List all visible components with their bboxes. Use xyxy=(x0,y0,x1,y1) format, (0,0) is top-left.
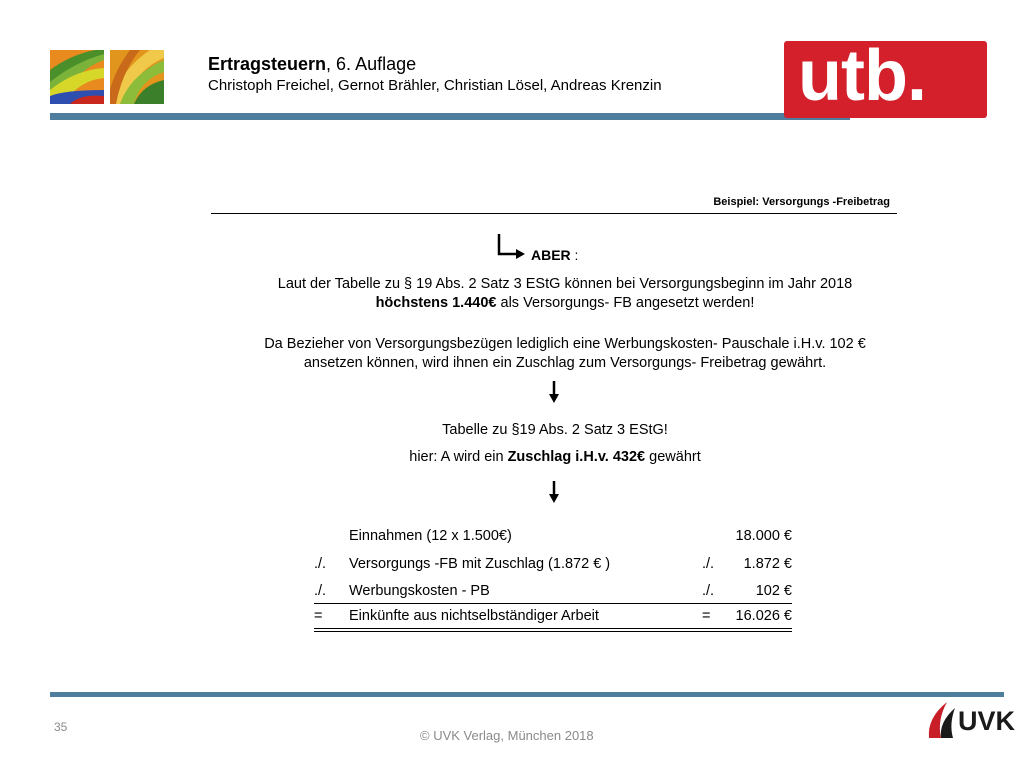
calc-operator: ./. xyxy=(314,556,327,572)
paragraph-line: Laut der Tabelle zu § 19 Abs. 2 Satz 3 EStG können bei Versorgungsbeginn im Jahr 2018 xyxy=(277,276,853,292)
calc-row-werbungskosten xyxy=(314,580,792,604)
calc-row-versorgungs-fb xyxy=(314,553,792,577)
calc-label: Einnahmen (12 x 1.500€) xyxy=(349,528,512,544)
book-title xyxy=(208,54,416,74)
book-title-edition: , 6. Auflage xyxy=(326,54,417,74)
book-title-bold: Ertragsteuern xyxy=(208,54,327,74)
max-amount: höchstens 1.440€ xyxy=(375,295,497,311)
calc-row-einnahmen xyxy=(314,525,792,549)
calc-value: 18.000 € xyxy=(735,528,792,544)
uvk-logo: UVK xyxy=(958,706,1016,736)
table-reference: Tabelle zu §19 Abs. 2 Satz 3 EStG! xyxy=(442,422,668,438)
utb-logo: utb. xyxy=(798,36,926,116)
calc-label: Versorgungs -FB mit Zuschlag (1.872 € ) xyxy=(349,556,611,572)
example-title: Beispiel: Versorgungs -Freibetrag xyxy=(713,196,890,208)
aber-text: ABER xyxy=(531,247,571,263)
calc-label: Werbungskosten - PB xyxy=(349,583,490,599)
book-authors: Christoph Freichel, Gernot Brähler, Christian Lösel, Andreas Krenzin xyxy=(208,77,662,94)
cover-thumbnail-2 xyxy=(110,50,164,104)
corner-arrow-icon xyxy=(494,232,528,260)
calc-value: 102 € xyxy=(755,583,792,599)
zuschlag-prefix: hier: A wird ein xyxy=(409,449,508,465)
paragraph-line: ansetzen können, wird ihnen ein Zuschlag zum Versorgungs- Freibetrag gewährt. xyxy=(303,355,827,371)
uvk-sail-icon xyxy=(925,700,959,740)
header-bar xyxy=(50,113,850,120)
aber-label xyxy=(531,247,578,263)
zuschlag-statement xyxy=(200,449,910,465)
title-rule xyxy=(211,213,897,214)
down-arrow-icon xyxy=(547,480,561,504)
total-double-rule xyxy=(314,631,792,632)
zuschlag-amount: Zuschlag i.H.v. 432€ xyxy=(507,449,646,465)
sum-rule xyxy=(314,603,792,604)
footer-bar xyxy=(50,692,1004,697)
calc-operator-right: ./. xyxy=(702,583,715,599)
down-arrow-icon xyxy=(547,380,561,404)
paragraph-zuschlag xyxy=(200,335,930,373)
paragraph-line: Da Bezieher von Versorgungsbezügen lediglich eine Werbungskosten- Pauschale i.H.v. 102 € xyxy=(264,336,866,352)
calc-value: 1.872 € xyxy=(743,556,792,572)
paragraph-versorgungsbeginn xyxy=(200,275,930,313)
calc-label: Einkünfte aus nichtselbständiger Arbeit xyxy=(349,608,599,624)
paragraph-line xyxy=(200,294,930,313)
calc-operator-right: ./. xyxy=(702,556,715,572)
aber-colon: : xyxy=(570,247,579,263)
page-number: 35 xyxy=(54,720,68,734)
copyright: © UVK Verlag, München 2018 xyxy=(420,728,594,743)
cover-thumbnail-1 xyxy=(50,50,104,104)
zuschlag-suffix: gewährt xyxy=(645,449,701,465)
calc-value: 16.026 € xyxy=(735,608,792,624)
total-double-rule xyxy=(314,628,792,629)
calc-operator-right: = xyxy=(702,608,711,624)
calc-row-einkuenfte xyxy=(314,605,792,629)
calc-operator: ./. xyxy=(314,583,327,599)
calc-operator: = xyxy=(314,608,323,624)
paragraph-text: als Versorgungs- FB angesetzt werden! xyxy=(496,295,755,311)
